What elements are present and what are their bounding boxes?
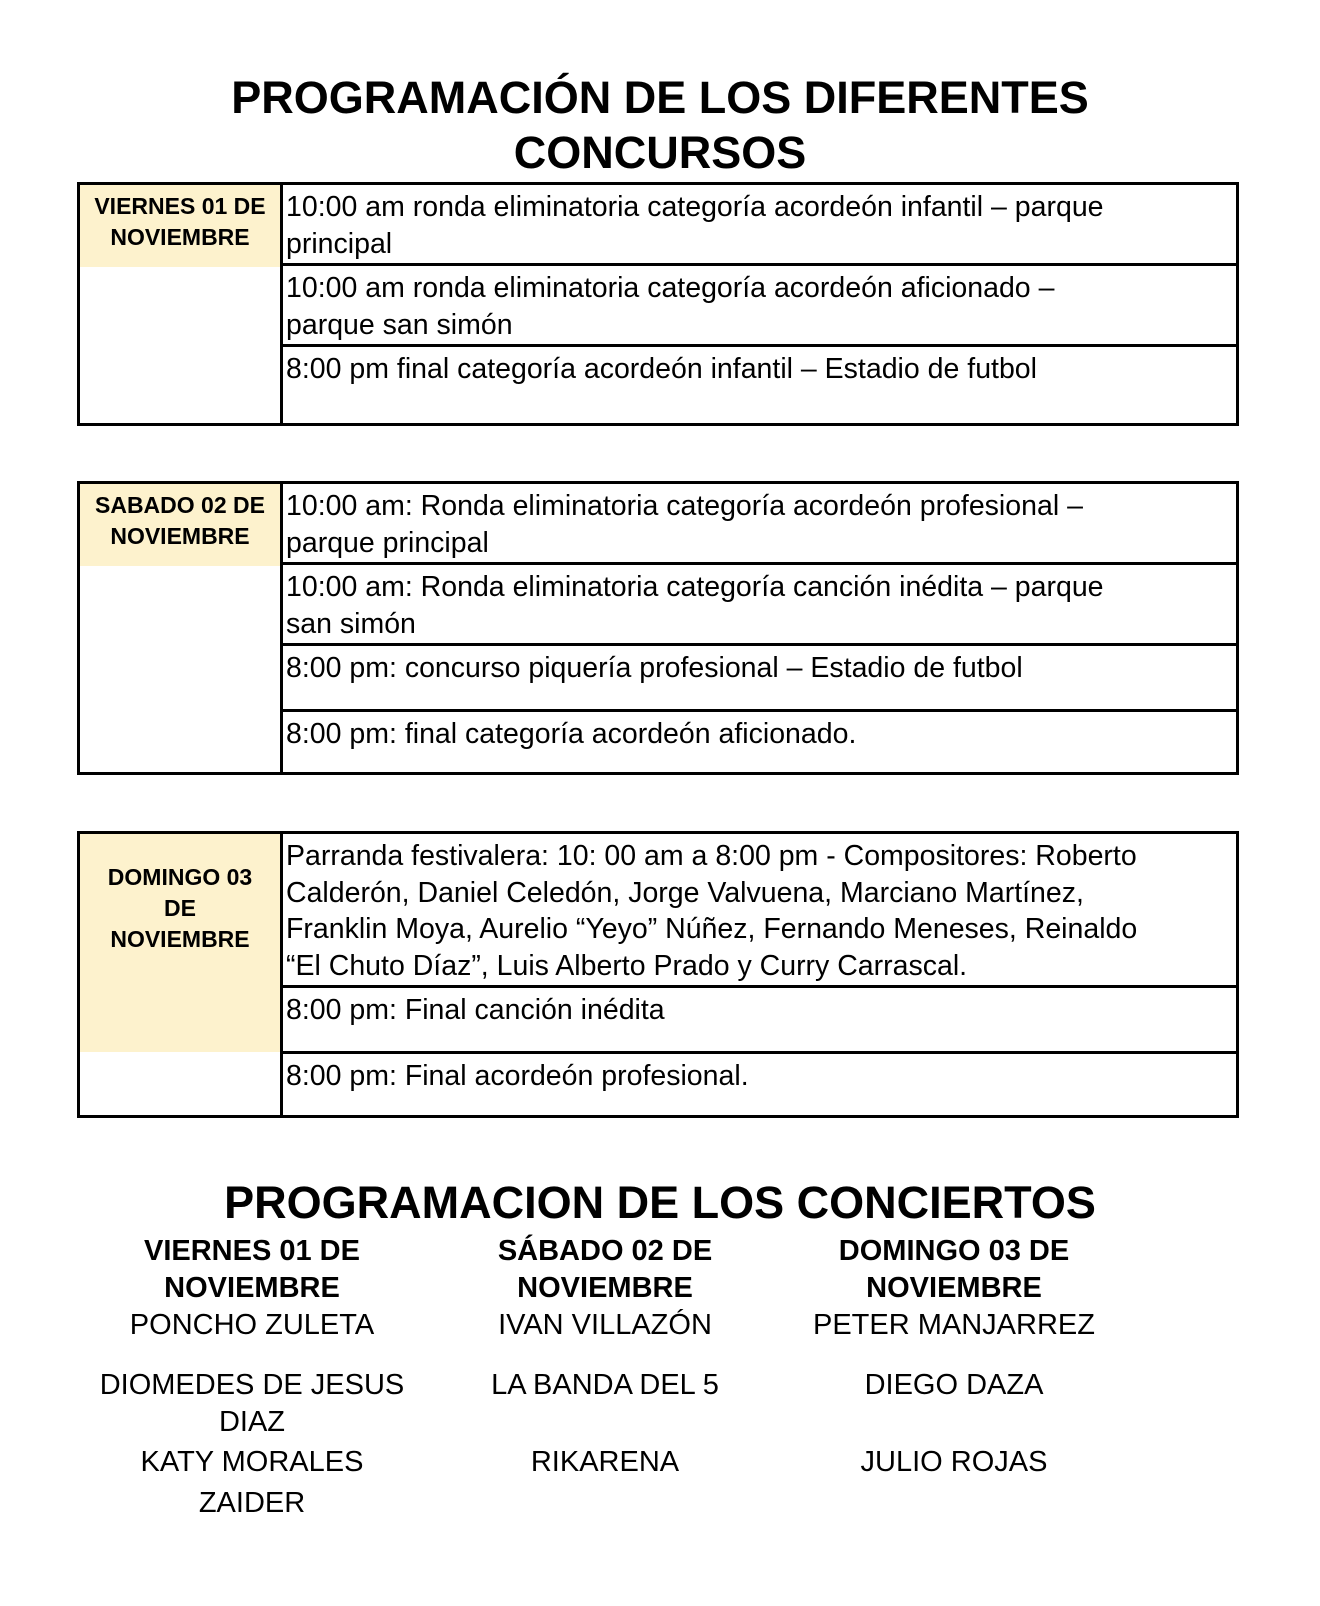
day-cell bbox=[80, 484, 283, 772]
concerts-title: PROGRAMACION DE LOS CONCIERTOS bbox=[224, 1177, 1096, 1228]
event-list bbox=[283, 185, 1236, 423]
artist-name: ZAIDER bbox=[198, 1487, 306, 1519]
artist-name: PONCHO ZULETA bbox=[129, 1309, 375, 1341]
event-row: 8:00 pm final categoría acordeón infantil – Estadio de futbol bbox=[286, 353, 1037, 385]
event-row bbox=[283, 484, 1236, 565]
concert-day-heading-text: DOMINGO 03 DE bbox=[838, 1235, 1070, 1267]
day-label-text: VIERNES 01 DE bbox=[94, 193, 266, 219]
concert-day-heading-text: NOVIEMBRE bbox=[164, 1272, 340, 1304]
event-row bbox=[283, 185, 1236, 266]
artist-list bbox=[425, 1307, 785, 1537]
artist-list bbox=[72, 1307, 432, 1537]
event-row: 8:00 pm: Final acordeón profesional. bbox=[286, 1060, 749, 1092]
day-label-text: DE bbox=[164, 895, 196, 921]
event-text: 10:00 am: Ronda eliminatoria categoría acordeón profesional – bbox=[286, 490, 1083, 522]
event-text: 10:00 am: Ronda eliminatoria categoría canción inédita – parque bbox=[286, 571, 1104, 603]
artist-name: DIEGO DAZA bbox=[864, 1369, 1044, 1401]
event-text: Parranda festivalera: 10: 00 am a 8:00 pm - Compositores: Roberto bbox=[286, 840, 1137, 872]
event-list bbox=[283, 484, 1236, 772]
event-text: 10:00 am ronda eliminatoria categoría acordeón aficionado – bbox=[286, 272, 1055, 304]
day-label-text: NOVIEMBRE bbox=[110, 523, 250, 549]
concert-column-friday bbox=[72, 1233, 432, 1537]
day-cell bbox=[80, 834, 283, 1115]
contests-title bbox=[0, 70, 1320, 180]
artist-name: JULIO ROJAS bbox=[860, 1446, 1048, 1478]
artist-name: LA BANDA DEL 5 bbox=[491, 1369, 719, 1401]
day-label-saturday bbox=[80, 484, 280, 566]
artist-name: PETER MANJARREZ bbox=[813, 1309, 1095, 1341]
contest-table-sunday bbox=[77, 831, 1239, 1118]
event-row bbox=[283, 266, 1236, 347]
contests-title-line2: CONCURSOS bbox=[513, 127, 807, 178]
artist-name: DIOMEDES DE JESUS DIAZ bbox=[99, 1369, 405, 1438]
concert-day-heading bbox=[72, 1233, 432, 1307]
event-row: 8:00 pm: final categoría acordeón aficionado. bbox=[286, 718, 857, 750]
event-text: “El Chuto Díaz”, Luis Alberto Prado y Curry Carrascal. bbox=[286, 949, 968, 982]
concert-day-heading bbox=[774, 1233, 1134, 1307]
concert-day-heading-text: SÁBADO 02 DE bbox=[497, 1235, 713, 1267]
artist-name: IVAN VILLAZÓN bbox=[498, 1309, 712, 1341]
day-label-text: NOVIEMBRE bbox=[110, 224, 250, 250]
event-text: principal bbox=[286, 227, 393, 260]
concert-day-heading-text: VIERNES 01 DE bbox=[144, 1235, 360, 1267]
contest-table-saturday bbox=[77, 481, 1239, 775]
event-text: 10:00 am ronda eliminatoria categoría acordeón infantil – parque bbox=[286, 191, 1104, 223]
event-text: san simón bbox=[286, 607, 416, 640]
event-text: Calderón, Daniel Celedón, Jorge Valvuena, Marciano Martínez, bbox=[286, 876, 1084, 909]
event-row bbox=[283, 834, 1236, 988]
artist-list bbox=[774, 1307, 1134, 1537]
contests-title-line1: PROGRAMACIÓN DE LOS DIFERENTES bbox=[231, 72, 1089, 123]
event-list bbox=[283, 834, 1236, 1115]
day-label-text: DOMINGO 03 bbox=[107, 864, 253, 890]
concert-day-heading bbox=[425, 1233, 785, 1307]
concert-column-saturday bbox=[425, 1233, 785, 1537]
artist-name: KATY MORALES bbox=[140, 1446, 364, 1478]
event-text: Franklin Moya, Aurelio “Yeyo” Núñez, Fernando Meneses, Reinaldo bbox=[286, 913, 1138, 945]
concert-day-heading-text: NOVIEMBRE bbox=[866, 1272, 1042, 1304]
day-label-sunday bbox=[80, 834, 280, 1052]
event-row: 8:00 pm: concurso piquería profesional – Estadio de futbol bbox=[283, 646, 1236, 712]
concert-day-heading-text: NOVIEMBRE bbox=[517, 1272, 693, 1304]
event-row bbox=[283, 565, 1236, 646]
day-label-text: SABADO 02 DE bbox=[95, 492, 265, 518]
concert-column-sunday bbox=[774, 1233, 1134, 1537]
event-row: 8:00 pm: Final canción inédita bbox=[283, 988, 1236, 1054]
event-text: parque san simón bbox=[286, 308, 513, 341]
event-text: parque principal bbox=[286, 526, 489, 559]
day-cell bbox=[80, 185, 283, 423]
contest-table-friday bbox=[77, 182, 1239, 426]
artist-name: RIKARENA bbox=[530, 1446, 680, 1478]
day-label-friday bbox=[80, 185, 280, 267]
day-label-text: NOVIEMBRE bbox=[110, 926, 250, 952]
